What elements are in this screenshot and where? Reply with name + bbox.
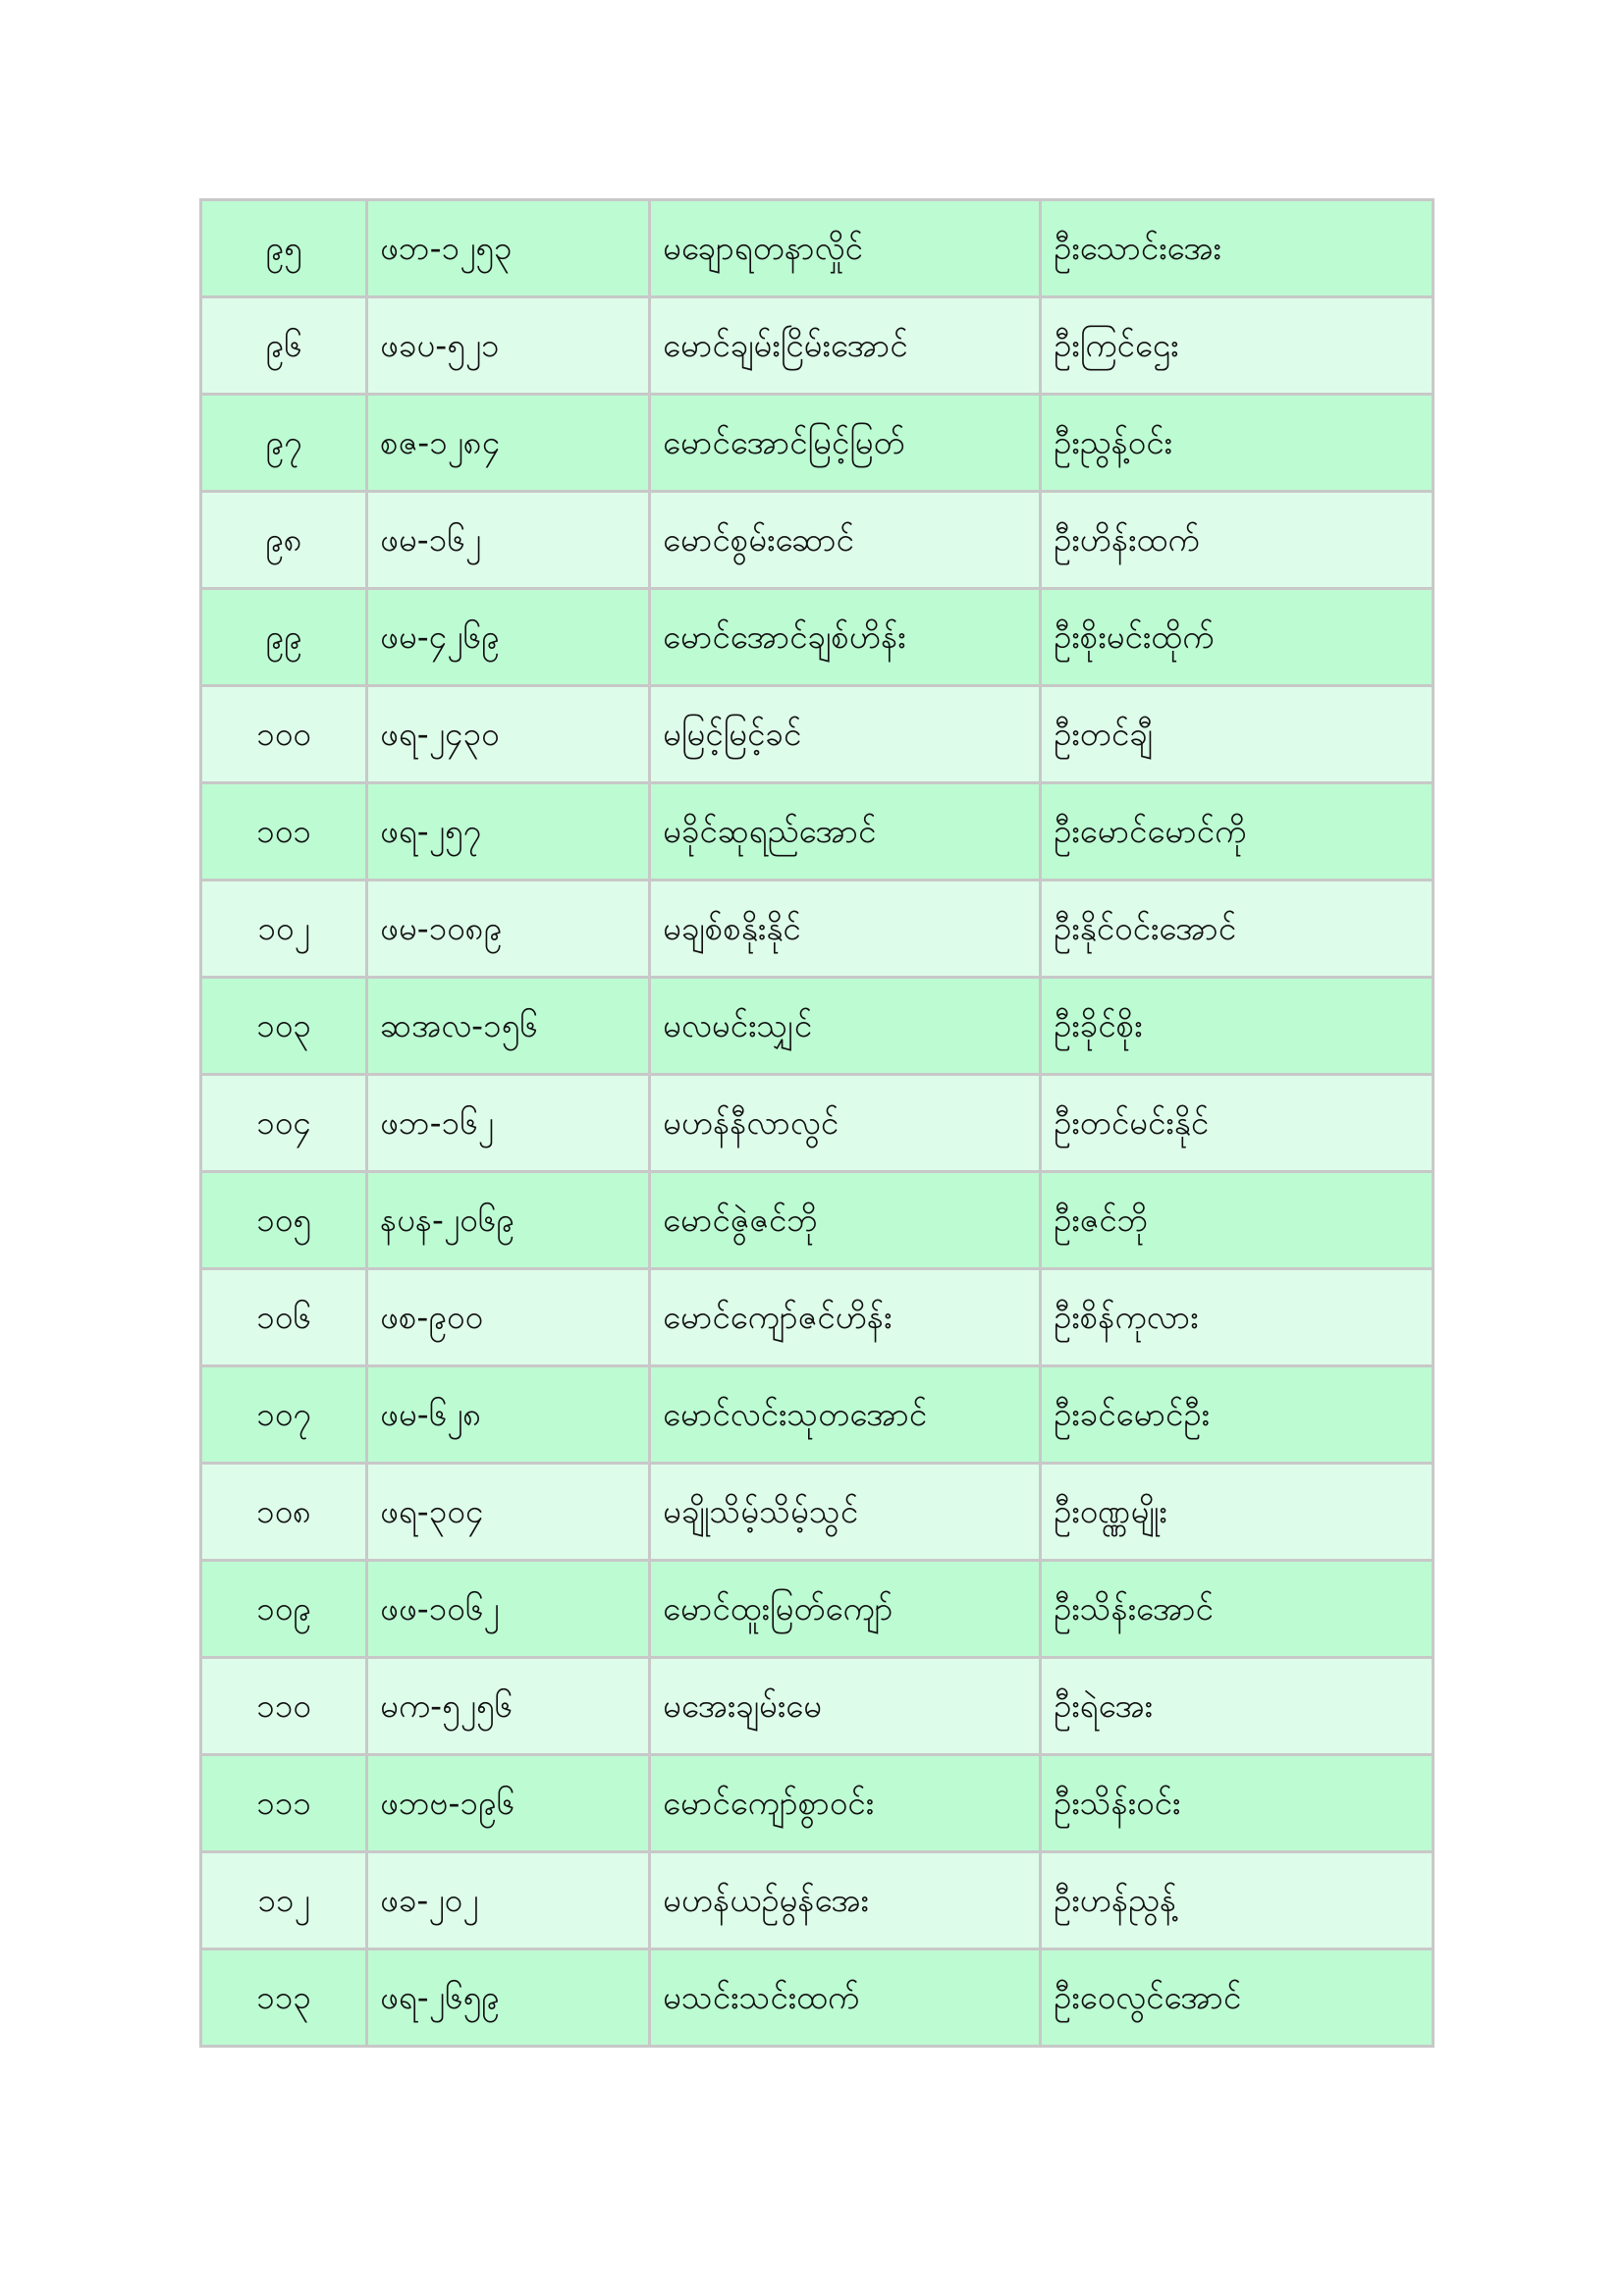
- roll-number-cell: ဖမ-၆၂၈: [367, 1366, 650, 1464]
- student-name-cell: မောင်စွမ်းဆောင်: [650, 492, 1041, 589]
- serial-number-cell: ၉၉: [201, 589, 367, 686]
- roll-number-cell: မက-၅၂၅၆: [367, 1658, 650, 1755]
- roll-number-cell: ဖရ-၃၀၄: [367, 1464, 650, 1561]
- student-name-cell: မချစ်စနိုးနိုင်: [650, 881, 1041, 978]
- table-row: [201, 1561, 1434, 1658]
- serial-number-cell: ၉၆: [201, 297, 367, 395]
- father-name-cell: ဦးဝေလွင်အောင်: [1041, 1949, 1434, 2047]
- student-name-cell: မလမင်းသျှင်: [650, 978, 1041, 1075]
- father-name-cell: ဦးခိုင်စိုး: [1041, 978, 1434, 1075]
- table-row: [201, 783, 1434, 881]
- roll-number-cell: ဖဘဗ-၁၉၆: [367, 1755, 650, 1852]
- table-row: [201, 881, 1434, 978]
- serial-number-cell: ၁၀၁: [201, 783, 367, 881]
- table-row: [201, 686, 1434, 783]
- father-name-cell: ဦးကြင်ဌေး: [1041, 297, 1434, 395]
- student-name-cell: မခိုင်ဆုရည်အောင်: [650, 783, 1041, 881]
- father-name-cell: ဦးဝဏ္ဏမျိုး: [1041, 1464, 1434, 1561]
- serial-number-cell: ၁၀၈: [201, 1464, 367, 1561]
- father-name-cell: ဦးစိန်ကုလား: [1041, 1269, 1434, 1366]
- student-name-cell: မောင်လင်းသုတအောင်: [650, 1366, 1041, 1464]
- table-row: [201, 1949, 1434, 2047]
- table-row: [201, 395, 1434, 492]
- serial-number-cell: ၁၀၄: [201, 1075, 367, 1172]
- serial-number-cell: ၁၀၅: [201, 1172, 367, 1269]
- serial-number-cell: ၁၀၆: [201, 1269, 367, 1366]
- roll-number-cell: စဇ-၁၂၈၄: [367, 395, 650, 492]
- serial-number-cell: ၁၁၃: [201, 1949, 367, 2047]
- roll-number-cell: ဖရ-၂၆၅၉: [367, 1949, 650, 2047]
- father-name-cell: ဦးရဲအေး: [1041, 1658, 1434, 1755]
- serial-number-cell: ၉၈: [201, 492, 367, 589]
- serial-number-cell: ၁၁၁: [201, 1755, 367, 1852]
- table-body: [201, 200, 1434, 2047]
- serial-number-cell: ၁၀၇: [201, 1366, 367, 1464]
- roll-number-cell: ဖစ-၉၀၀: [367, 1269, 650, 1366]
- roll-number-cell: နပန-၂၀၆၉: [367, 1172, 650, 1269]
- student-name-cell: မချောရတနာလှိုင်: [650, 200, 1041, 297]
- student-name-cell: မဟန်နီလာလွင်: [650, 1075, 1041, 1172]
- serial-number-cell: ၁၁၀: [201, 1658, 367, 1755]
- student-name-cell: မောင်ချမ်းငြိမ်းအောင်: [650, 297, 1041, 395]
- roll-number-cell: ဆအလ-၁၅၆: [367, 978, 650, 1075]
- father-name-cell: ဦးတင်ချီ: [1041, 686, 1434, 783]
- table-row: [201, 297, 1434, 395]
- table-row: [201, 1075, 1434, 1172]
- roll-number-cell: ဖမ-၄၂၆၉: [367, 589, 650, 686]
- serial-number-cell: ၉၅: [201, 200, 367, 297]
- serial-number-cell: ၉၇: [201, 395, 367, 492]
- father-name-cell: ဦးသိန်းအောင်: [1041, 1561, 1434, 1658]
- student-name-cell: မောင်ထူးမြတ်ကျော်: [650, 1561, 1041, 1658]
- roll-number-cell: ဖမ-၁၆၂: [367, 492, 650, 589]
- roll-number-cell: ဖခ-၂၀၂: [367, 1852, 650, 1949]
- student-name-cell: မောင်ဇွဲဇင်ဘို: [650, 1172, 1041, 1269]
- father-name-cell: ဦးဇင်ဘို: [1041, 1172, 1434, 1269]
- roll-number-cell: ဖရ-၂၄၃၀: [367, 686, 650, 783]
- serial-number-cell: ၁၁၂: [201, 1852, 367, 1949]
- table-row: [201, 589, 1434, 686]
- table-row: [201, 1755, 1434, 1852]
- table-row: [201, 1464, 1434, 1561]
- serial-number-cell: ၁၀၉: [201, 1561, 367, 1658]
- roll-number-cell: ဖရ-၂၅၇: [367, 783, 650, 881]
- father-name-cell: ဦးသောင်းအေး: [1041, 200, 1434, 297]
- table-row: [201, 1366, 1434, 1464]
- student-name-cell: မသင်းသင်းထက်: [650, 1949, 1041, 2047]
- student-name-cell: မအေးချမ်းမေ: [650, 1658, 1041, 1755]
- student-name-cell: မောင်ကျော်ဇင်ဟိန်း: [650, 1269, 1041, 1366]
- serial-number-cell: ၁၀၃: [201, 978, 367, 1075]
- roll-number-cell: ဖခပ-၅၂၁: [367, 297, 650, 395]
- father-name-cell: ဦးသိန်းဝင်း: [1041, 1755, 1434, 1852]
- table-row: [201, 1852, 1434, 1949]
- table-row: [201, 978, 1434, 1075]
- table-row: [201, 492, 1434, 589]
- father-name-cell: ဦးခင်မောင်ဦး: [1041, 1366, 1434, 1464]
- roll-number-cell: ဖမ-၁၀၈၉: [367, 881, 650, 978]
- serial-number-cell: ၁၀၂: [201, 881, 367, 978]
- student-name-cell: မချိုသိမ့်သိမ့်သွင်: [650, 1464, 1041, 1561]
- father-name-cell: ဦးဟန်ညွန့်: [1041, 1852, 1434, 1949]
- father-name-cell: ဦးဟိန်းထက်: [1041, 492, 1434, 589]
- father-name-cell: ဦးညွန့်ဝင်း: [1041, 395, 1434, 492]
- table-row: [201, 1172, 1434, 1269]
- father-name-cell: ဦးနိုင်ဝင်းအောင်: [1041, 881, 1434, 978]
- serial-number-cell: ၁၀၀: [201, 686, 367, 783]
- student-name-cell: မောင်အောင်မြင့်မြတ်: [650, 395, 1041, 492]
- father-name-cell: ဦးတင်မင်းနိုင်: [1041, 1075, 1434, 1172]
- roll-number-cell: ဖဖ-၁၀၆၂: [367, 1561, 650, 1658]
- result-table: [199, 198, 1435, 2048]
- table-row: [201, 200, 1434, 297]
- father-name-cell: ဦးမောင်မောင်ကို: [1041, 783, 1434, 881]
- table-row: [201, 1269, 1434, 1366]
- father-name-cell: ဦးစိုးမင်းထိုက်: [1041, 589, 1434, 686]
- student-name-cell: မောင်အောင်ချစ်ဟိန်း: [650, 589, 1041, 686]
- roll-number-cell: ဖဘ-၁၂၅၃: [367, 200, 650, 297]
- student-name-cell: မောင်ကျော်စွာဝင်း: [650, 1755, 1041, 1852]
- student-name-cell: မမြင့်မြင့်ခင်: [650, 686, 1041, 783]
- roll-number-cell: ဖဘ-၁၆၂: [367, 1075, 650, 1172]
- table-row: [201, 1658, 1434, 1755]
- student-name-cell: မဟန်ယဉ်မွန်အေး: [650, 1852, 1041, 1949]
